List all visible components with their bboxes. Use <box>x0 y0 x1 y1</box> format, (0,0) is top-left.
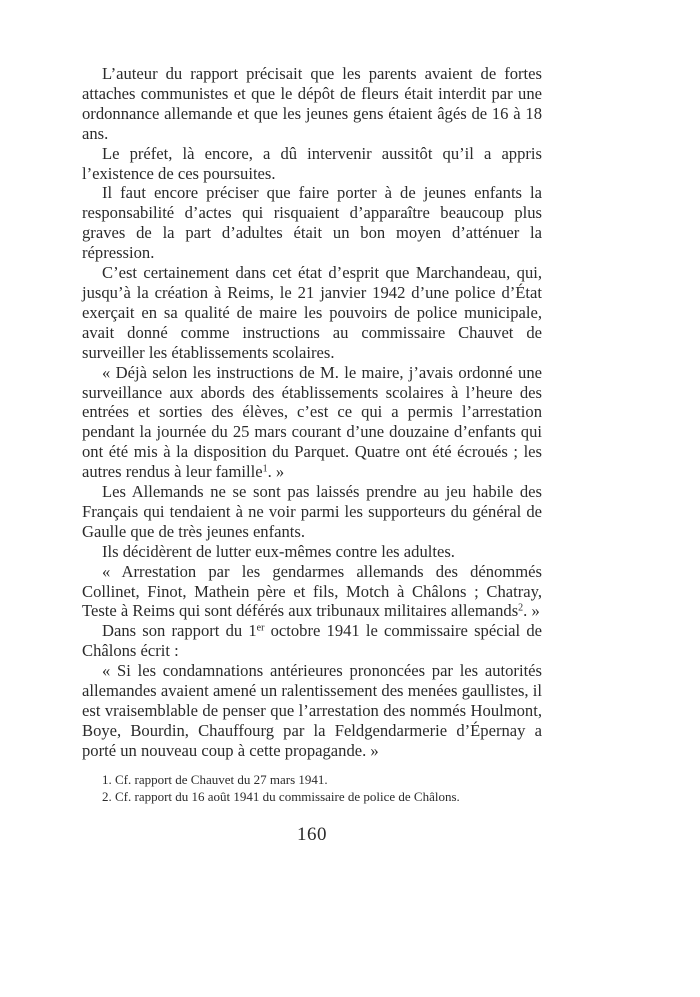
paragraph-9-rest: octobre 1941 le commissaire spécial de Châlons écrit : <box>82 621 542 661</box>
quote-close: . » <box>523 601 540 621</box>
paragraph-10-quote: « Si les condamnations antérieures prononcées par les autorités allemandes avaient amené un ralentissement des menées gaullistes, il est vraisemblable de penser que l’arrestation des nommés Houlmont, Boye, Bourdin, Chauffourg par la Feldgendarmerie d’Épernay a porté un nouveau coup à cette propagande. » <box>82 661 542 760</box>
paragraph-9 <box>82 621 542 661</box>
paragraph-9-start: Dans son rapport du 1 <box>102 621 257 641</box>
footnote-ref-2: 2 <box>518 602 524 614</box>
paragraph-6: Les Allemands ne se sont pas laissés prendre au jeu habile des Français qui tendaient à ne voir parmi les supporteurs du général de Gaulle que de très jeunes enfants. <box>82 482 542 541</box>
paragraph-1: L’auteur du rapport précisait que les parents avaient de fortes attaches communistes et que le dépôt de fleurs était interdit par une ordonnance allemande et que les jeunes gens étaient âgés de 16 à 18 ans. <box>82 64 542 143</box>
paragraph-5-quote <box>82 363 542 482</box>
paragraph-7: Ils décidèrent de lutter eux-mêmes contre les adultes. <box>102 541 455 561</box>
quote-close: . » <box>267 462 285 482</box>
paragraph-3: Il faut encore préciser que faire porter à de jeunes enfants la responsabilité d’actes qui risquaient d’apparaître beaucoup plus graves de la part d’adultes était un bon moyen d’atténuer la répression. <box>82 183 542 263</box>
footnotes <box>82 771 542 805</box>
footnote-1: 1. Cf. rapport de Chauvet du 27 mars 1941. <box>102 771 328 787</box>
body-text <box>82 64 542 761</box>
paragraph-8-quote <box>82 562 542 622</box>
quote-text: « Arrestation par les gendarmes allemands des dénommés Collinet, Finot, Mathein père et fils, Motch à Châlons ; Chatray, Teste à Reims qui sont déférés aux tribunaux militaires allemands <box>82 561 542 621</box>
footnote-2: 2. Cf. rapport du 16 août 1941 du commissaire de police de Châlons. <box>102 788 460 804</box>
book-page <box>82 64 542 846</box>
ordinal-superscript: er <box>256 622 265 634</box>
quote-text: « Déjà selon les instructions de M. le maire, j’avais ordonné une surveillance aux abords des établissements scolaires à l’heure des entrées et sorties des élèves, c’est ce qui a permis l’arrestation pendant la journée du 25 mars courant d’une douzaine d’enfants qui ont été mis à la disposition du Parquet. Quatre ont été écroués ; les autres rendus à leur famille <box>82 362 542 482</box>
page-number: 160 <box>297 823 327 845</box>
paragraph-2: Le préfet, là encore, a dû intervenir aussitôt qu’il a appris l’existence de ces poursuites. <box>82 143 542 183</box>
footnote-ref-1: 1 <box>262 463 268 475</box>
paragraph-4: C’est certainement dans cet état d’esprit que Marchandeau, qui, jusqu’à la création à Reims, le 21 janvier 1942 d’une police d’État exerçait en sa qualité de maire les pouvoirs de police municipale, avait donné comme instructions au commissaire Chauvet de surveiller les établissements scolaires. <box>82 263 542 362</box>
